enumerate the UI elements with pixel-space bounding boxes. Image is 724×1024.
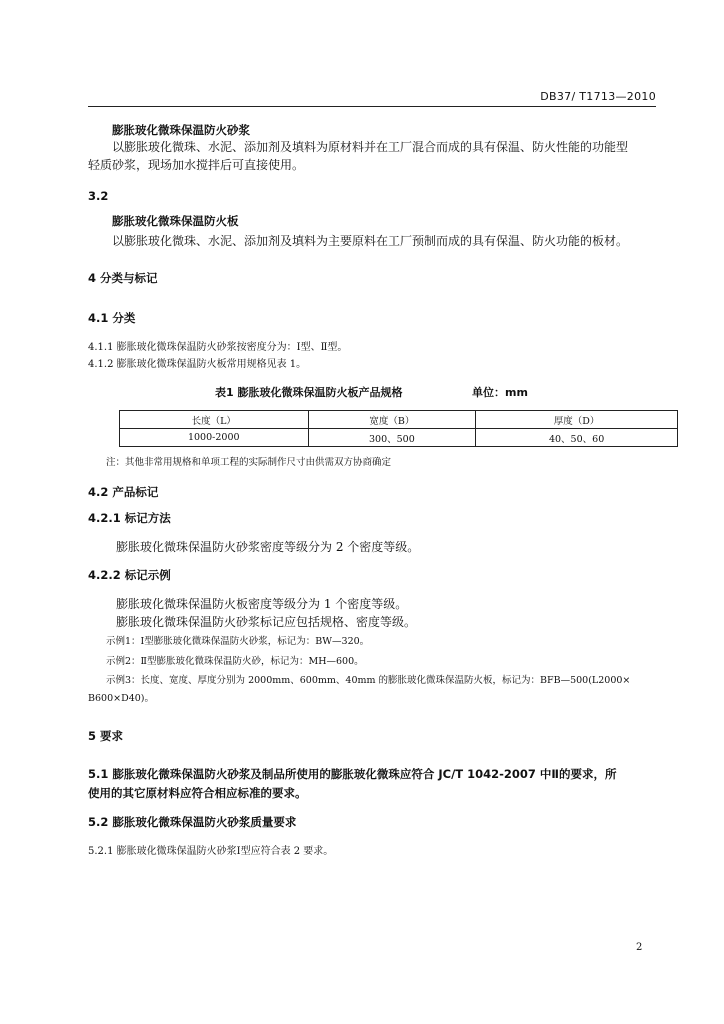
table-cell-width: 300、500	[308, 429, 476, 447]
table-1-note: 注：其他非常用规格和单项工程的实际制作尺寸由供需双方协商确定	[106, 457, 392, 468]
section-5-1-line2: 使用的其它原材料应符合相应标准的要求。	[88, 786, 307, 800]
table-header-thickness: 厚度（D）	[476, 411, 678, 429]
example-3-line2: B600×D40)。	[88, 693, 154, 704]
example-1: 示例1：Ⅰ型膨胀玻化微珠保温防火砂浆，标记为：BW—320。	[106, 636, 370, 647]
doc-code-header: DB37/ T1713—2010	[540, 90, 656, 103]
section-4-2-1-text: 膨胀玻化微珠保温防火砂浆密度等级分为 2 个密度等级。	[116, 540, 420, 554]
section-5-1-line1: 5.1 膨胀玻化微珠保温防火砂浆及制品所使用的膨胀玻化微珠应符合 JC/T 1042-2007 中Ⅱ的要求，所	[88, 767, 617, 781]
section-4-2-1-heading: 4.2.1 标记方法	[88, 511, 171, 525]
table-header-row	[120, 411, 678, 429]
table-cell-thickness: 40、50、60	[476, 429, 678, 447]
term-3-1-definition-line1: 以膨胀玻化微珠、水泥、添加剂及填料为原材料并在工厂混合而成的具有保温、防火性能的功能型	[112, 140, 629, 154]
term-3-2-title: 膨胀玻化微珠保温防火板	[112, 214, 239, 228]
item-4-1-1: 4.1.1 膨胀玻化微珠保温防火砂浆按密度分为：Ⅰ型、Ⅱ型。	[88, 342, 348, 353]
section-4-2-2-heading: 4.2.2 标记示例	[88, 568, 171, 582]
table-1-unit: 单位：mm	[472, 386, 528, 399]
section-5-heading: 5 要求	[88, 729, 124, 743]
item-4-1-2: 4.1.2 膨胀玻化微珠保温防火板常用规格见表 1。	[88, 359, 307, 370]
section-4-heading: 4 分类与标记	[88, 271, 158, 285]
term-3-1-title: 膨胀玻化微珠保温防火砂浆	[112, 123, 250, 137]
section-4-1-heading: 4.1 分类	[88, 311, 136, 325]
section-4-2-2-text1: 膨胀玻化微珠保温防火板密度等级分为 1 个密度等级。	[116, 597, 408, 611]
section-4-2-2-text2: 膨胀玻化微珠保温防火砂浆标记应包括规格、密度等级。	[116, 615, 417, 629]
table-cell-length: 1000-2000	[120, 429, 309, 447]
example-2: 示例2：Ⅱ型膨胀玻化微珠保温防火砂，标记为：MH—600。	[106, 656, 364, 667]
term-3-1-definition-line2: 轻质砂浆，现场加水搅拌后可直接使用。	[88, 158, 305, 172]
table-row	[120, 429, 678, 447]
spec-table	[119, 410, 678, 447]
section-4-2-heading: 4.2 产品标记	[88, 485, 159, 499]
item-5-2-1: 5.2.1 膨胀玻化微珠保温防火砂浆Ⅰ型应符合表 2 要求。	[88, 846, 334, 857]
table-header-length: 长度（L）	[120, 411, 309, 429]
header-rule	[88, 106, 656, 107]
term-3-2-definition: 以膨胀玻化微珠、水泥、添加剂及填料为主要原料在工厂预制而成的具有保温、防火功能的板材。	[112, 234, 629, 248]
section-3-2-number: 3.2	[88, 189, 109, 203]
table-header-width: 宽度（B）	[308, 411, 476, 429]
section-5-2-heading: 5.2 膨胀玻化微珠保温防火砂浆质量要求	[88, 815, 297, 829]
table-1-caption: 表1 膨胀玻化微珠保温防火板产品规格	[215, 386, 403, 399]
page-number: 2	[636, 942, 643, 953]
example-3-line1: 示例3：长度、宽度、厚度分别为 2000mm、600mm、40mm 的膨胀玻化微珠保温防火板，标记为：BFB—500(L2000×	[106, 675, 631, 686]
